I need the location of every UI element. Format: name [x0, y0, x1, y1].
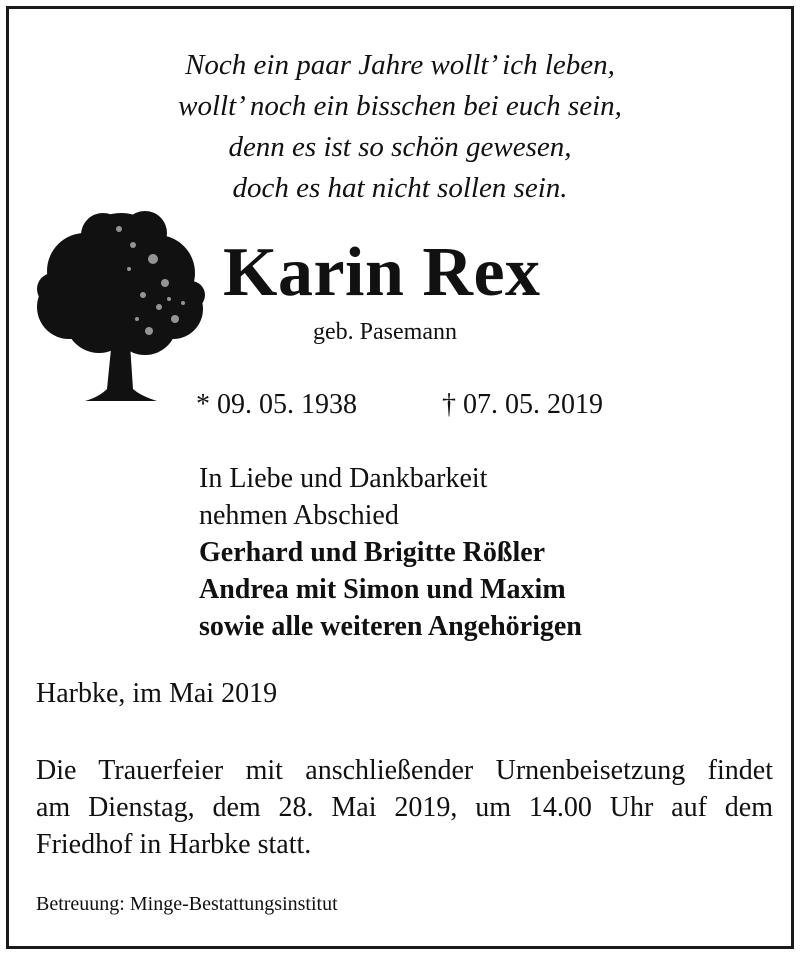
service-line: Die Trauerfeier mit anschließender Urnenbeisetzung findet — [36, 755, 773, 786]
poem — [9, 45, 791, 209]
service-notice — [36, 752, 773, 863]
place-date: Harbke, im Mai 2019 — [36, 678, 278, 709]
mourner-name: Andrea mit Simon und Maxim — [199, 574, 566, 605]
death-date: † 07. 05. 2019 — [442, 389, 603, 420]
mourners-intro: nehmen Abschied — [199, 500, 399, 531]
service-line: am Dienstag, dem 28. Mai 2019, um 14.00 Uhr auf dem — [36, 792, 773, 823]
life-dates — [196, 389, 603, 421]
tree-icon — [33, 199, 209, 409]
poem-line: Noch ein paar Jahre wollt’ ich leben, — [185, 49, 615, 81]
poem-line: denn es ist so schön gewesen, — [228, 131, 572, 163]
mourner-name: sowie alle weiteren Angehörigen — [199, 611, 582, 642]
service-line: Friedhof in Harbke statt. — [36, 829, 312, 860]
mourners-block — [199, 460, 582, 645]
mourner-name: Gerhard und Brigitte Rößler — [199, 537, 546, 568]
poem-line: wollt’ noch ein bisschen bei euch sein, — [178, 90, 622, 122]
birth-date: * 09. 05. 1938 — [196, 389, 357, 420]
mourners-intro: In Liebe und Dankbarkeit — [199, 463, 488, 494]
poem-line: doch es hat nicht sollen sein. — [232, 172, 568, 204]
obituary-frame — [6, 6, 794, 949]
birth-name: geb. Pasemann — [313, 319, 457, 345]
deceased-name: Karin Rex — [223, 234, 541, 311]
funeral-home-credit: Betreuung: Minge-Bestattungsinstitut — [36, 893, 338, 915]
